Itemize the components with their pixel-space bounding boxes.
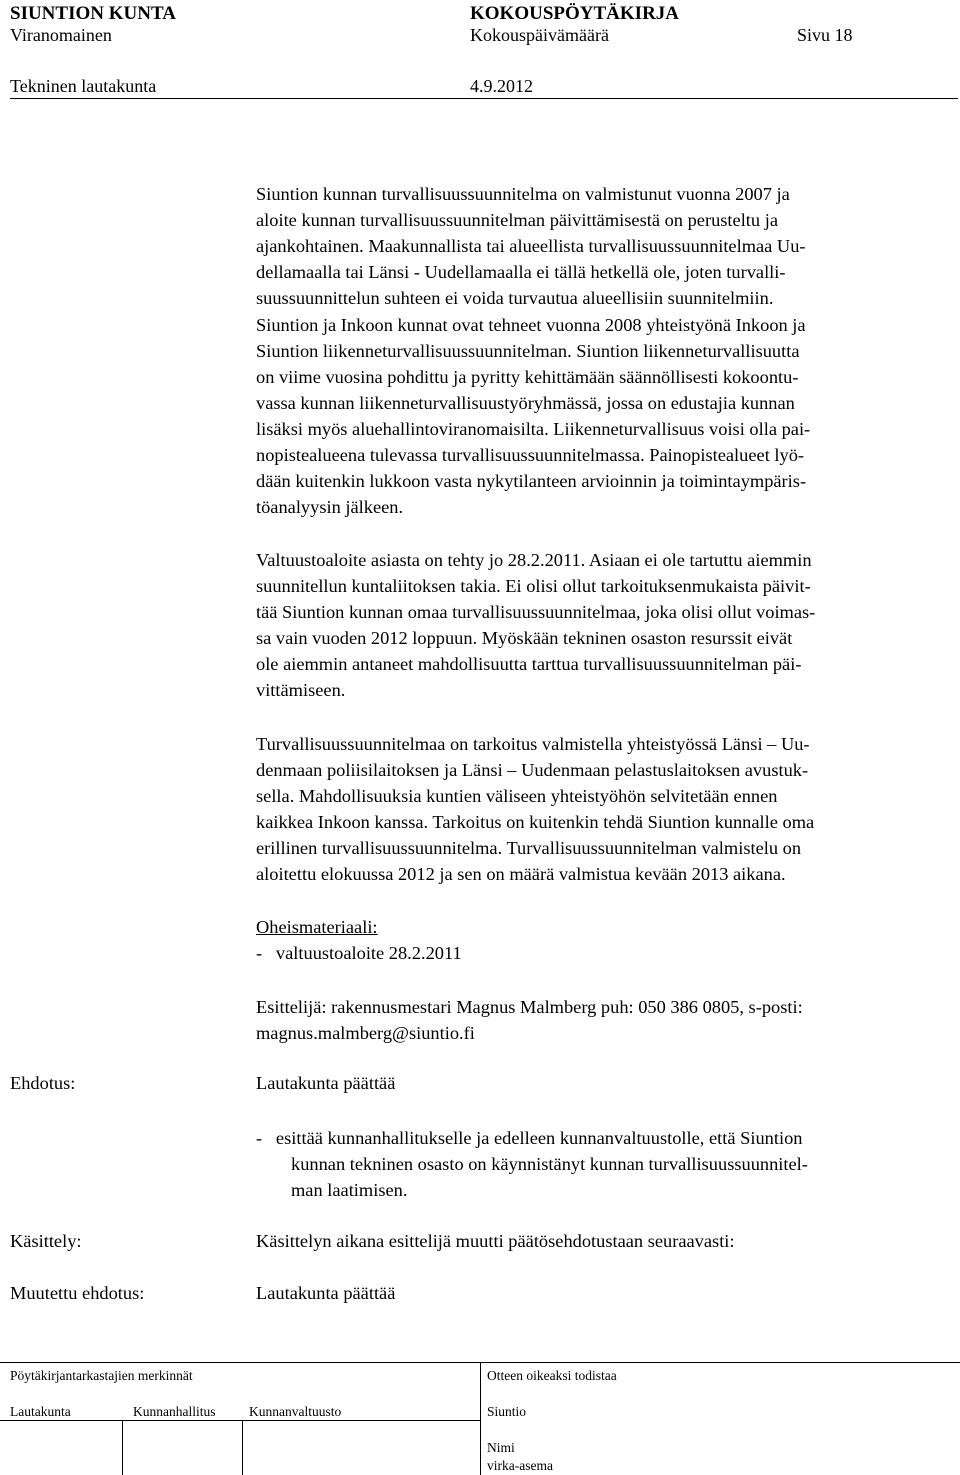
certified-label: Otteen oikeaksi todistaa [487,1368,617,1383]
attachments-title: Oheismateriaali: [256,917,378,937]
footer-col-kunnanvaltuusto: Kunnanvaltuusto [249,1404,342,1419]
text-line: Siuntion liikenneturvallisuussuunnitelman. Siuntion liikenneturvallisuutta [256,341,800,361]
text-line: sa vain vuoden 2012 loppuun. Myöskään tekninen osaston resurssit eivät [256,628,793,648]
text-line: dään kuitenkin lukkoon vasta nykytilanteen arvioinnin ja toimintaympäris- [256,471,807,491]
footer-col-lautakunta: Lautakunta [10,1404,71,1419]
text-line: Siuntion ja Inkoon kunnat ovat tehneet vuonna 2008 yhteistyönä Inkoon ja [256,315,806,335]
text-line: töanalyysin jälkeen. [256,497,404,517]
text-line: suussuunnittelun suhteen ei voida turvautua alueellisiin suunnitelmiin. [256,288,774,308]
text-line: on viime vuosina pohdittu ja pyritty kehittämään säännöllisesti kokoontu- [256,367,799,387]
meeting-date: 4.9.2012 [470,76,533,96]
modified-proposal-label: Muutettu ehdotus: [10,1283,145,1303]
proposal-item-line: man laatimisen. [291,1180,408,1200]
meeting-date-label: Kokouspäivämäärä [470,25,609,45]
modified-proposal-text: Lautakunta päättää [256,1283,396,1303]
footer-col-kunnanhallitus: Kunnanhallitus [133,1404,216,1419]
header-rule [10,98,958,99]
text-line: Siuntion kunnan turvallisuussuunnitelma on valmistunut vuonna 2007 ja [256,184,790,204]
text-line: nopistealueena tulevassa turvallisuussuunnitelmassa. Painopistealueet lyö- [256,445,805,465]
footer-title-label: virka-asema [487,1458,553,1473]
text-line: aloite kunnan turvallisuussuunnitelman päivittämisestä on perusteltu ja [256,210,778,230]
proposal-label: Ehdotus: [10,1073,76,1093]
attachment-item: - valtuustoaloite 28.2.2011 [256,943,462,963]
page-number: Sivu 18 [797,25,853,45]
text-line: lisäksi myös aluehallintoviranomaisilta. Liikenneturvallisuus voisi olla pai- [256,419,811,439]
text-line: kaikkea Inkoon kanssa. Tarkoitus on kuitenkin tehdä Siuntion kunnalle oma [256,812,815,832]
text-line: erillinen turvallisuussuunnitelma. Turvallisuussuunnitelman valmistelu on [256,838,802,858]
text-line: dellamaalla tai Länsi - Uudellamaalla ei tällä hetkellä ole, joten turvalli- [256,262,786,282]
checkers-label: Pöytäkirjantarkastajien merkinnät [10,1368,193,1383]
footer-divider [122,1420,123,1475]
proposal-decides: Lautakunta päättää [256,1073,396,1093]
footer-divider [480,1362,481,1475]
text-line: ole aiemmin antaneet mahdollisuutta tarttua turvallisuussuunnitelman päi- [256,654,802,674]
text-line: Turvallisuussuunnitelmaa on tarkoitus valmistella yhteistyössä Länsi – Uu- [256,734,810,754]
authority-label: Viranomainen [10,25,112,45]
authority-name: Tekninen lautakunta [10,76,157,96]
footer-place: Siuntio [487,1404,527,1419]
footer-name-label: Nimi [487,1440,515,1455]
presenter-line: Esittelijä: rakennusmestari Magnus Malmberg puh: 050 386 0805, s-posti: [256,997,803,1017]
text-line: denmaan poliisilaitoksen ja Länsi – Uudenmaan pelastuslaitoksen avustuk- [256,760,809,780]
document-type: KOKOUSPÖYTÄKIRJA [470,3,680,24]
footer-divider [242,1420,243,1475]
text-line: sella. Mahdollisuuksia kuntien väliseen yhteistyöhön selvitetään ennen [256,786,778,806]
handling-label: Käsittely: [10,1231,82,1251]
text-line: aloitettu elokuussa 2012 ja sen on määrä valmistua kevään 2013 aikana. [256,864,786,884]
text-line: tää Siuntion kunnan omaa turvallisuussuunnitelmaa, joka olisi ollut voimas- [256,602,816,622]
proposal-item-line: kunnan tekninen osasto on käynnistänyt kunnan turvallisuussuunnitel- [291,1154,808,1174]
text-line: vassa kunnan liikenneturvallisuustyöryhmässä, jossa on edustajia kunnan [256,393,795,413]
text-line: ajankohtainen. Maakunnallista tai alueellista turvallisuussuunnitelmaa Uu- [256,236,806,256]
text-line: Valtuustoaloite asiasta on tehty jo 28.2.2011. Asiaan ei ole tartuttu aiemmin [256,550,812,570]
text-line: vittämiseen. [256,680,346,700]
text-line: suunnitellun kuntaliitoksen takia. Ei olisi ollut tarkoituksenmukaista päivit- [256,576,811,596]
proposal-item-line: - esittää kunnanhallitukselle ja edelleen kunnanvaltuustolle, että Siuntion [256,1128,803,1148]
presenter-email: magnus.malmberg@siuntio.fi [256,1023,475,1043]
municipality-name: SIUNTION KUNTA [10,3,176,24]
footer-table-rule [0,1420,480,1421]
handling-text: Käsittelyn aikana esittelijä muutti päätösehdotustaan seuraavasti: [256,1231,735,1251]
